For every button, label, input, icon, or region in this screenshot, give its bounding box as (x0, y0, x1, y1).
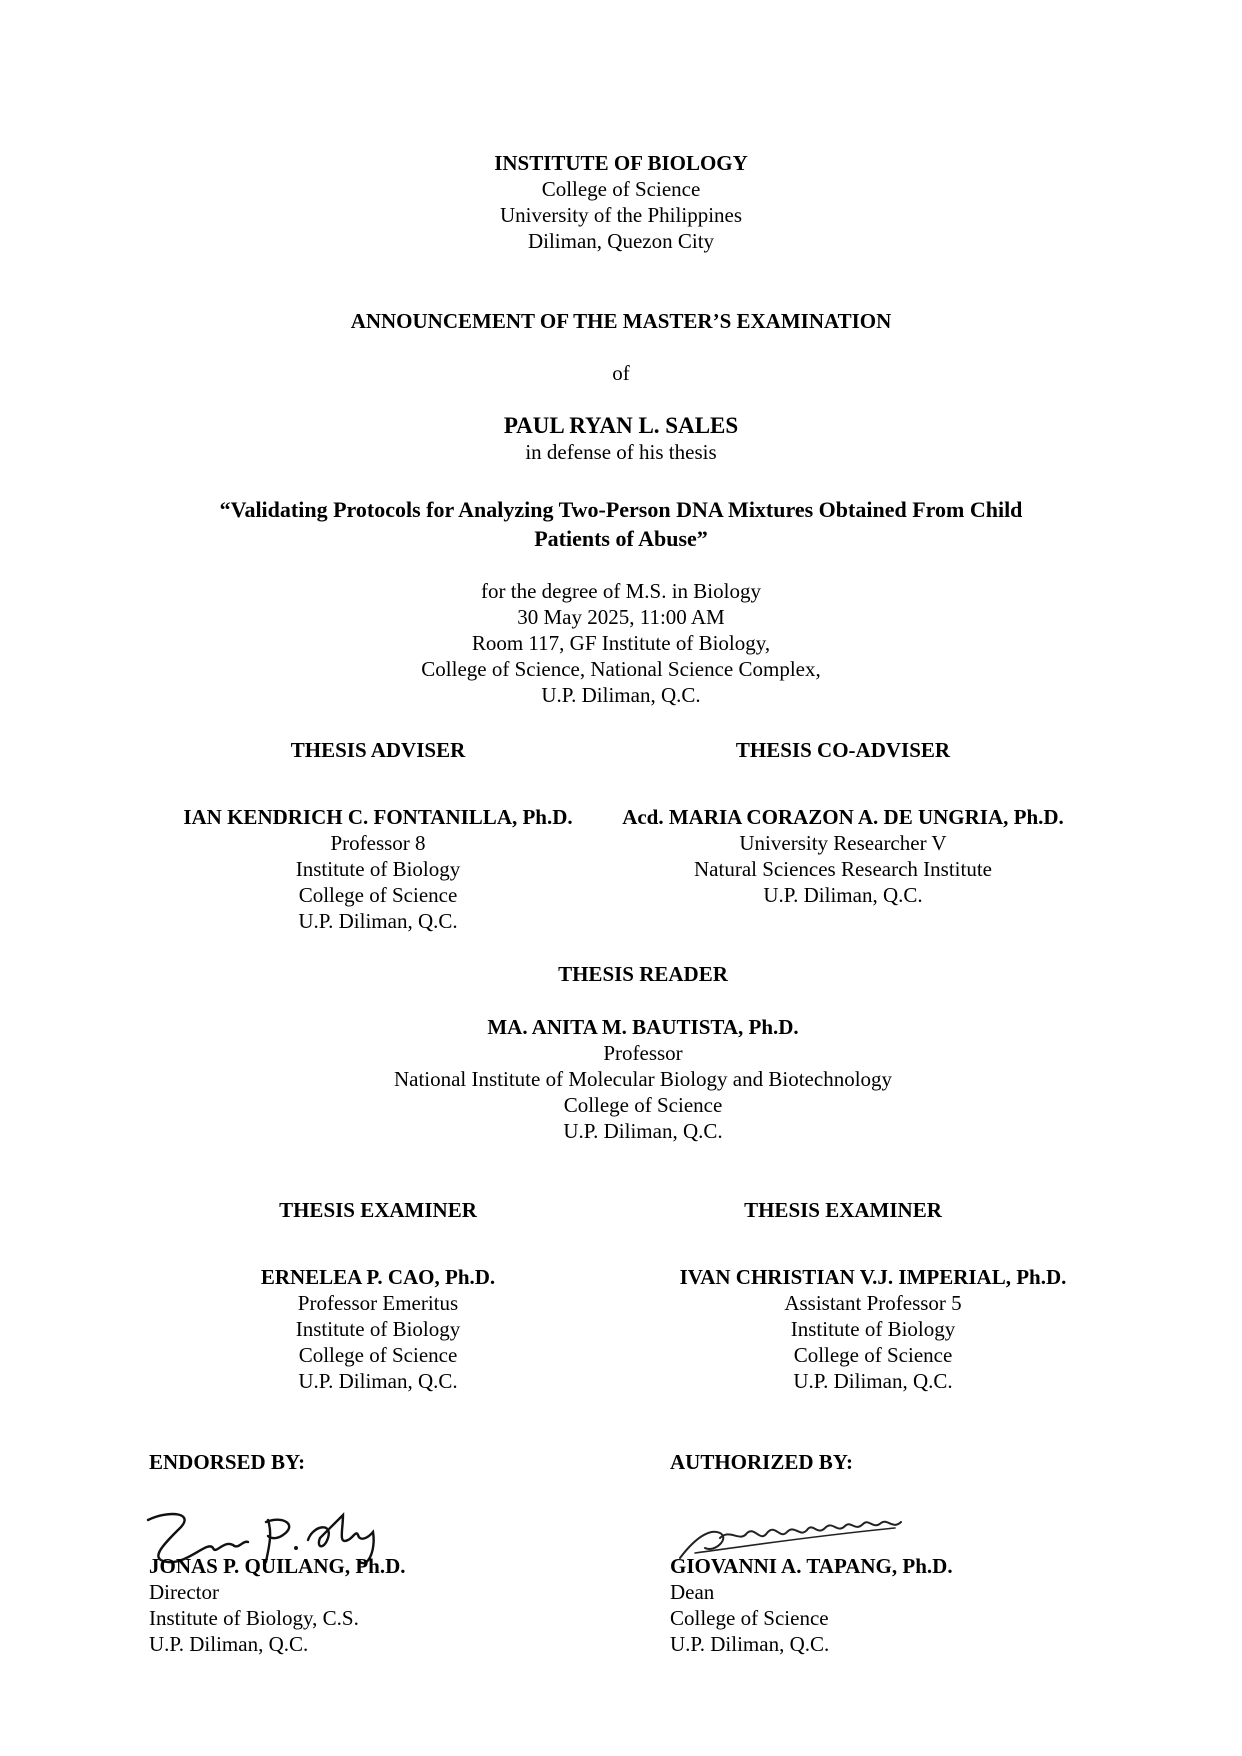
examiner2-detail: Assistant Professor 5 (784, 1291, 962, 1315)
venue-line: U.P. Diliman, Q.C. (541, 683, 701, 707)
thesis-title (71, 495, 1171, 553)
endorser-name: JONAS P. QUILANG, Ph.D. (149, 1554, 406, 1578)
adviser-detail: College of Science (298, 883, 458, 907)
examiner1-detail: U.P. Diliman, Q.C. (298, 1369, 458, 1393)
coadviser-detail: Natural Sciences Research Institute (694, 857, 992, 881)
examiner-heading: THESIS EXAMINER (744, 1198, 942, 1222)
authorizer-detail: College of Science (670, 1606, 829, 1630)
endorsed-block (149, 1553, 569, 1657)
coadviser-name: Acd. MARIA CORAZON A. DE UNGRIA, Ph.D. (622, 805, 1064, 829)
examiner2-name: IVAN CHRISTIAN V.J. IMPERIAL, Ph.D. (679, 1265, 1067, 1289)
institution-header (421, 150, 821, 254)
announcement-title: ANNOUNCEMENT OF THE MASTER’S EXAMINATION (350, 309, 892, 333)
coadviser-detail: U.P. Diliman, Q.C. (763, 883, 923, 907)
reader-name: MA. ANITA M. BAUTISTA, Ph.D. (487, 1015, 799, 1039)
college-name: College of Science (541, 177, 701, 201)
endorser-detail: Director (149, 1580, 219, 1604)
examiner2-detail: College of Science (793, 1343, 953, 1367)
examiner2-detail: Institute of Biology (790, 1317, 956, 1341)
examiner1-detail: Institute of Biology (295, 1317, 461, 1341)
exam-datetime: 30 May 2025, 11:00 AM (517, 605, 725, 629)
reader-detail: U.P. Diliman, Q.C. (563, 1119, 723, 1143)
authorized-block (670, 1553, 1090, 1657)
venue-line: College of Science, National Science Complex, (421, 657, 821, 681)
adviser-detail: U.P. Diliman, Q.C. (298, 909, 458, 933)
examiner2-detail: U.P. Diliman, Q.C. (793, 1369, 953, 1393)
coadviser-detail: University Researcher V (739, 831, 947, 855)
exam-details (321, 578, 921, 708)
authorizer-detail: Dean (670, 1580, 715, 1604)
examiner1-detail: College of Science (298, 1343, 458, 1367)
authorizer-detail: U.P. Diliman, Q.C. (670, 1632, 830, 1656)
reader-detail: Professor (603, 1041, 683, 1065)
coadviser-heading: THESIS CO-ADVISER (735, 738, 951, 762)
examiner1-detail: Professor Emeritus (297, 1291, 459, 1315)
adviser-heading: THESIS ADVISER (290, 738, 466, 762)
institute-name: INSTITUTE OF BIOLOGY (494, 151, 748, 175)
examiner2-block (623, 1264, 1123, 1394)
adviser-block (128, 804, 628, 934)
reader-detail: College of Science (563, 1093, 723, 1117)
endorser-detail: U.P. Diliman, Q.C. (149, 1632, 309, 1656)
thesis-title-line: “Validating Protocols for Analyzing Two-Person DNA Mixtures Obtained From Child (219, 497, 1023, 522)
announcement-of: of (612, 361, 630, 385)
candidate-block (371, 413, 871, 465)
adviser-name: IAN KENDRICH C. FONTANILLA, Ph.D. (183, 805, 573, 829)
authorizer-name: GIOVANNI A. TAPANG, Ph.D. (670, 1554, 953, 1578)
endorser-detail: Institute of Biology, C.S. (149, 1606, 359, 1630)
defense-text: in defense of his thesis (525, 440, 717, 464)
venue-line: Room 117, GF Institute of Biology, (471, 631, 771, 655)
candidate-name: PAUL RYAN L. SALES (503, 413, 739, 438)
thesis-title-line: Patients of Abuse” (534, 526, 708, 551)
examiner-heading: THESIS EXAMINER (279, 1198, 477, 1222)
examiner1-block (178, 1264, 578, 1394)
endorsed-label: ENDORSED BY: (149, 1450, 306, 1474)
adviser-detail: Professor 8 (330, 831, 426, 855)
reader-detail: National Institute of Molecular Biology and Biotechnology (393, 1067, 893, 1091)
reader-block (343, 1014, 943, 1144)
university-location: Diliman, Quezon City (527, 229, 715, 253)
university-name: University of the Philippines (499, 203, 743, 227)
coadviser-block (593, 804, 1093, 908)
examiner1-name: ERNELEA P. CAO, Ph.D. (260, 1265, 496, 1289)
degree-text: for the degree of M.S. in Biology (481, 579, 761, 603)
authorized-label: AUTHORIZED BY: (670, 1450, 854, 1474)
adviser-detail: Institute of Biology (295, 857, 461, 881)
reader-heading: THESIS READER (558, 962, 728, 986)
